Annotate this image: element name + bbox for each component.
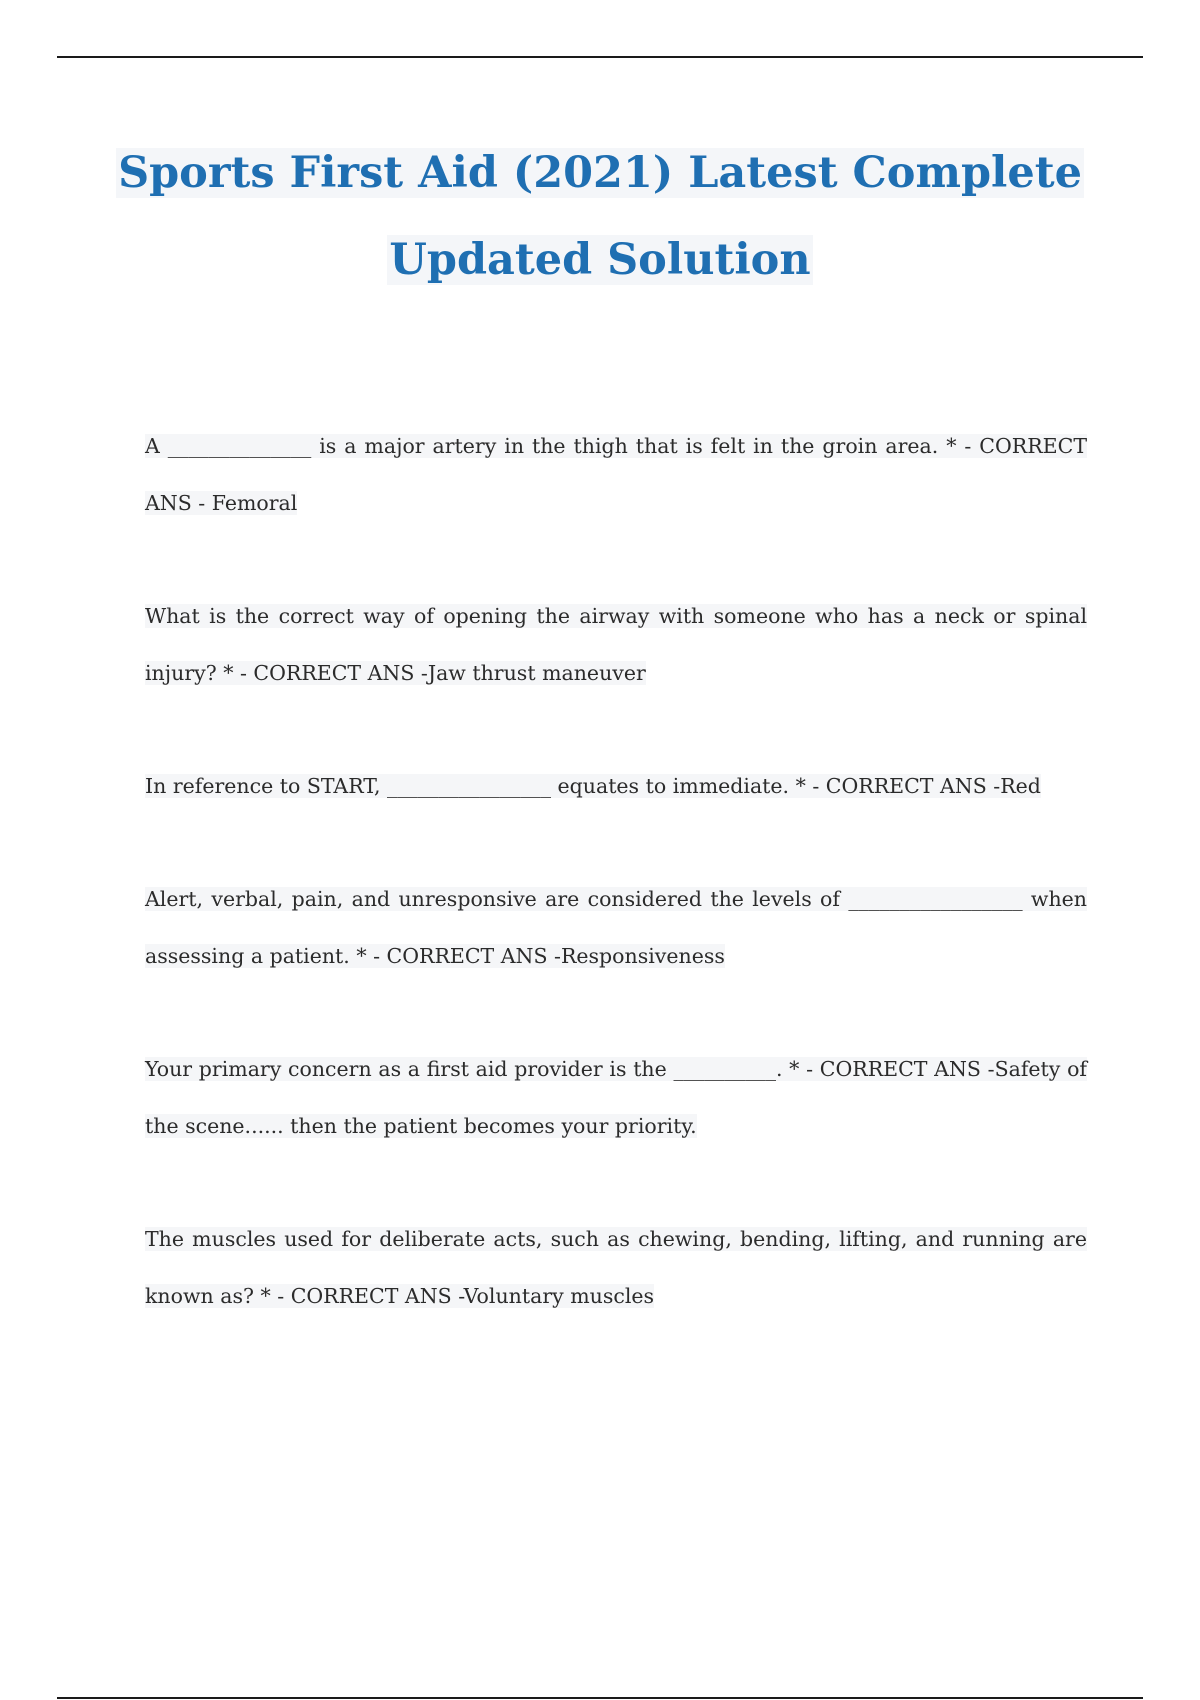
title-line-1: Sports First Aid (2021) Latest Complete xyxy=(118,148,1082,198)
question-text: Your primary concern as a first aid provider is the __________. * - CORRECT ANS -Safety of the scene...... then the patient becomes your priority. xyxy=(145,1057,1087,1138)
question-text: The muscles used for deliberate acts, such as chewing, bending, lifting, and running are known as? * - CORRECT ANS -Voluntary muscles xyxy=(145,1227,1087,1308)
question-list xyxy=(145,418,1087,1381)
question-text: A ______________ is a major artery in the thigh that is felt in the groin area. * - CORRECT ANS - Femoral xyxy=(145,434,1087,515)
question-item xyxy=(145,758,1087,815)
question-item xyxy=(145,1041,1087,1155)
question-text: In reference to START, ________________ equates to immediate. * - CORRECT ANS -Red xyxy=(145,774,1041,798)
question-item xyxy=(145,418,1087,532)
bottom-rule xyxy=(57,1697,1143,1699)
top-rule xyxy=(57,56,1143,58)
document-title xyxy=(100,130,1100,304)
question-text: Alert, verbal, pain, and unresponsive are considered the levels of _________________ when assessing a patient. * - CORRECT ANS -Responsiveness xyxy=(145,887,1087,968)
question-item xyxy=(145,871,1087,985)
title-line-2: Updated Solution xyxy=(389,235,811,285)
question-text: What is the correct way of opening the airway with someone who has a neck or spinal injury? * - CORRECT ANS -Jaw thrust maneuver xyxy=(145,604,1087,685)
question-item xyxy=(145,1211,1087,1325)
question-item xyxy=(145,588,1087,702)
